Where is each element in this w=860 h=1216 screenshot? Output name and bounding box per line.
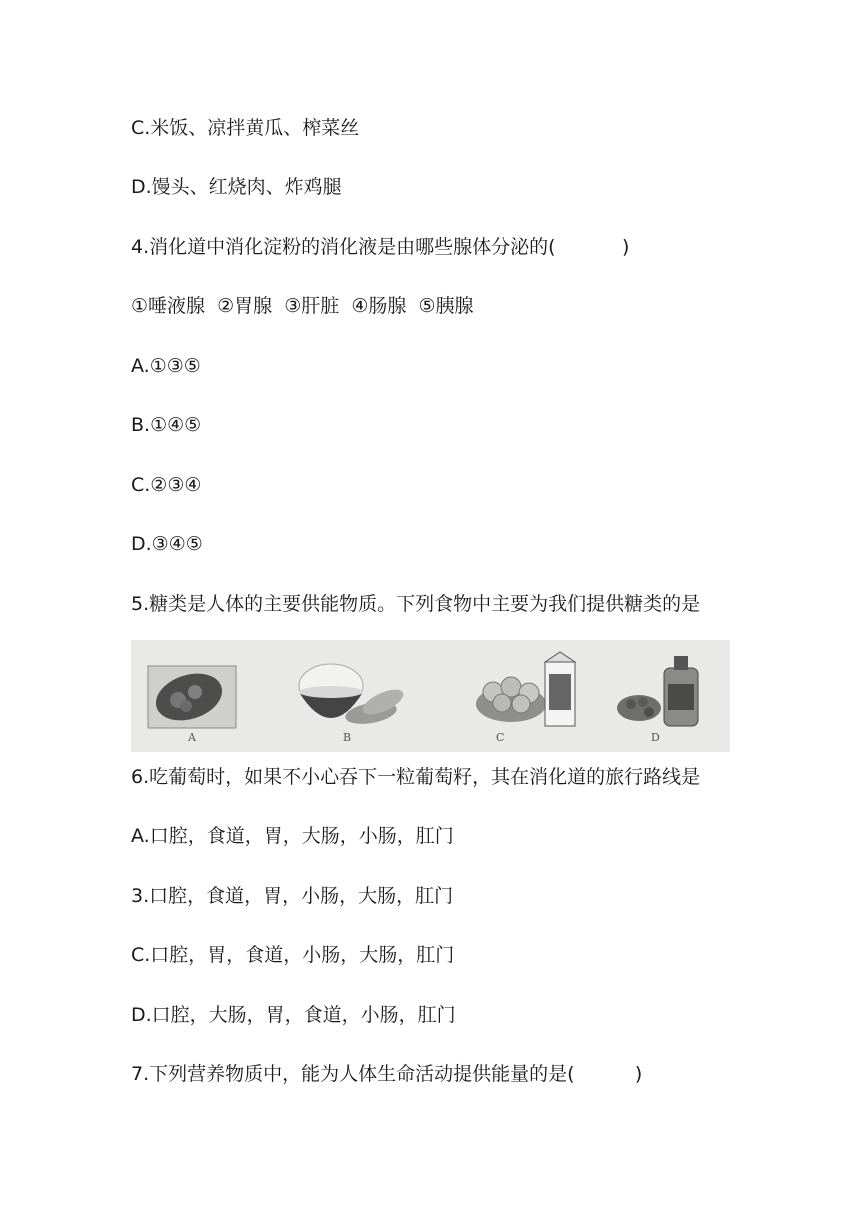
option-6a: A.口腔，食道，胃，大肠，小肠，肛门 [131, 825, 454, 847]
food-figure [131, 640, 730, 752]
question-7: 7.下列营养物质中，能为人体生命活动提供能量的是( ) [131, 1063, 643, 1085]
option-4a: A.①③⑤ [131, 355, 201, 377]
option-4b: B.①④⑤ [131, 414, 202, 436]
option-4d: D.③④⑤ [131, 533, 203, 555]
food-photo-strip [131, 640, 730, 752]
option-3d: D.馒头、红烧肉、炸鸡腿 [131, 176, 342, 198]
option-6b: 3.口腔，食道，胃，小肠，大肠，肛门 [131, 885, 454, 907]
figure-label-b: B [343, 731, 352, 744]
figure-label-a: A [188, 731, 196, 744]
question-6: 6.吃葡萄时，如果不小心吞下一粒葡萄籽，其在消化道的旅行路线是 [131, 766, 701, 788]
option-6d: D.口腔，大肠，胃，食道，小肠，肛门 [131, 1004, 456, 1026]
peanut-image [148, 666, 236, 729]
nuts-oil-image [617, 656, 698, 726]
question-5: 5.糖类是人体的主要供能物质。下列食物中主要为我们提供糖类的是 [131, 593, 701, 615]
figure-label-c: C [496, 731, 505, 744]
question-4-items: ①唾液腺 ②胃腺 ③肝脏 ④肠腺 ⑤胰腺 [131, 295, 474, 317]
question-4: 4.消化道中消化淀粉的消化液是由哪些腺体分泌的( ) [131, 236, 630, 258]
rice-corn-image [299, 664, 407, 727]
option-4c: C.②③④ [131, 474, 202, 496]
option-3c: C.米饭、凉拌黄瓜、榨菜丝 [131, 117, 360, 139]
figure-label-d: D [651, 731, 660, 744]
option-6c: C.口腔，胃，食道，小肠，大肠，肛门 [131, 944, 455, 966]
eggs-milk-image [476, 652, 575, 726]
